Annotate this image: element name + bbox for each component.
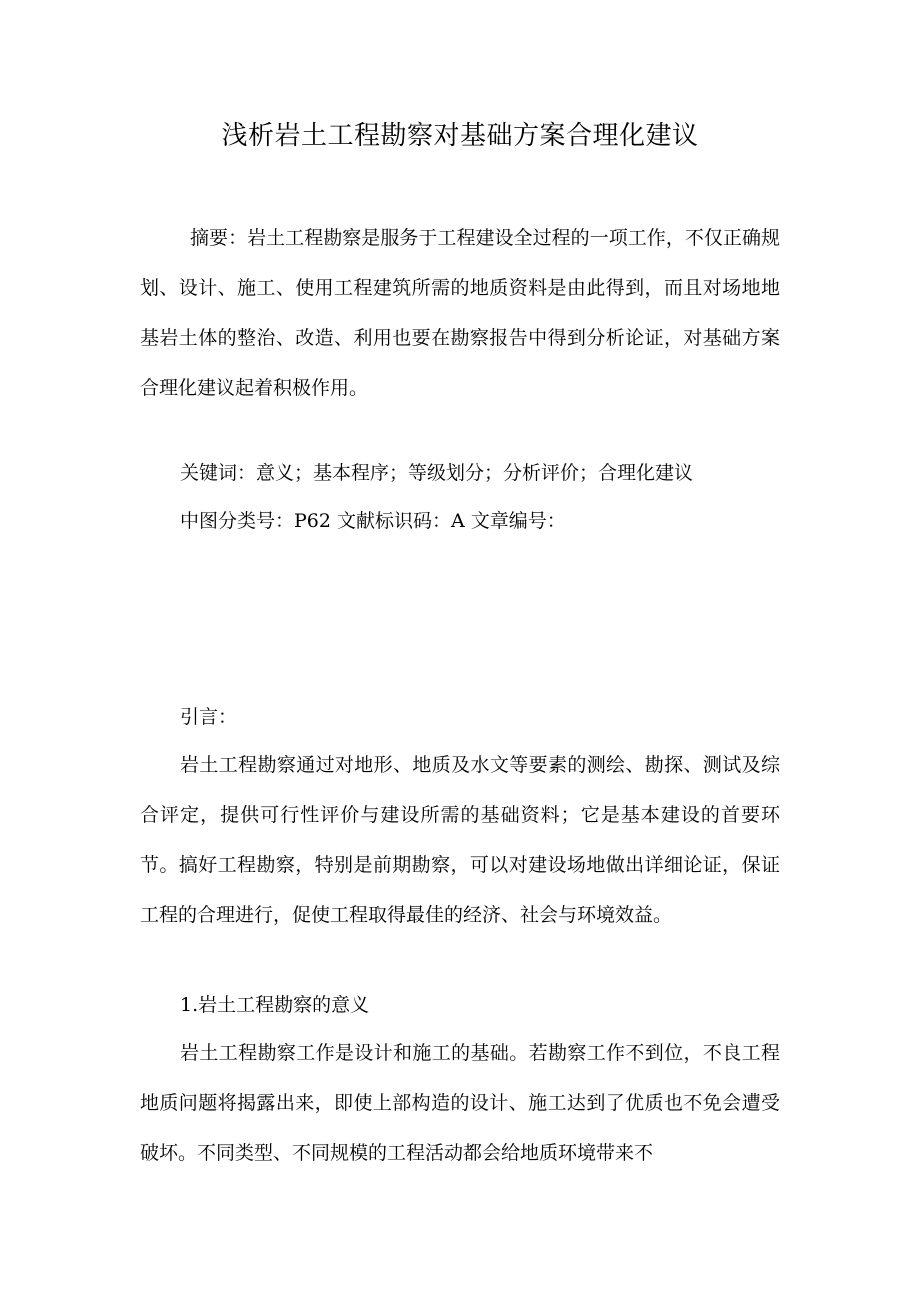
section-1-paragraph: 岩土工程勘察工作是设计和施工的基础。若勘察工作不到位，不良工程地质问题将揭露出来，即使上部构造的设计、施工达到了优质也不免会遭受破坏。不同类型、不同规模的工程活动都会给地质环境带来不 [140,1042,780,1164]
intro-heading: 引言： [180,706,238,728]
classification-line: 中图分类号：P62 文献标识码：A 文章编号： [180,510,566,532]
intro-paragraph: 岩土工程勘察通过对地形、地质及水文等要素的测绘、勘探、测试及综合评定，提供可行性评价与建设所需的基础资料；它是基本建设的首要环节。搞好工程勘察，特别是前期勘察，可以对建设场地做出详细论证，保证工程的合理进行，促使工程取得最佳的经济、社会与环境效益。 [140,754,780,926]
abstract-paragraph: 摘要：岩土工程勘察是服务于工程建设全过程的一项工作，不仅正确规划、设计、施工、使用工程建筑所需的地质资料是由此得到，而且对场地地基岩土体的整治、改造、利用也要在勘察报告中得到分析论证，对基础方案合理化建议起着积极作用。 [140,227,780,399]
section-1-heading: 1.岩土工程勘察的意义 [180,994,370,1016]
document-title: 浅析岩土工程勘察对基础方案合理化建议 [221,121,699,151]
keywords-line: 关键词：意义；基本程序；等级划分；分析评价；合理化建议 [180,462,694,484]
